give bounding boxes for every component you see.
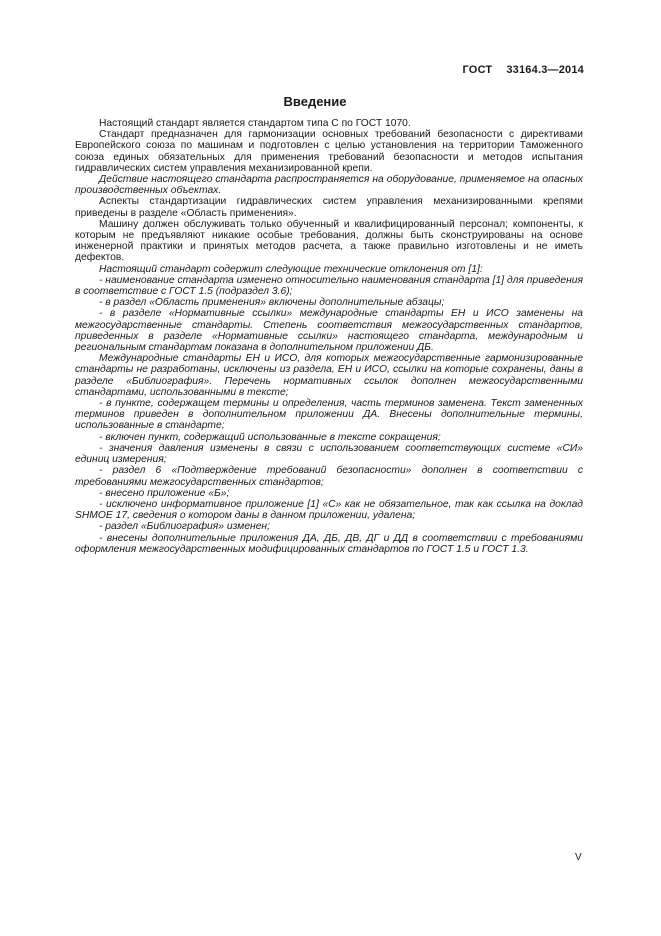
paragraph: Настоящий стандарт содержит следующие технические отклонения от [1]: — [99, 263, 483, 275]
page-number: V — [575, 852, 582, 863]
paragraph: Аспекты стандартизации гидравлических систем управления механизированными крепями приведены в разделе «Область применения». — [75, 196, 583, 219]
list-item: - внесены дополнительные приложения ДА, ДБ, ДВ, ДГ и ДД в соответствии с требованиями оформления межгосударственных модифицированных стандартов по ГОСТ 1.5 и ГОСТ 1.3. — [75, 532, 583, 555]
paragraph: Действие настоящего стандарта распространяется на оборудование, применяемое на опасных производственных объектах. — [75, 174, 583, 197]
page-header — [463, 64, 584, 76]
list-item: - раздел 6 «Подтверждение требований безопасности» дополнен в соответствии с требованиями межгосударственных стандартов; — [75, 465, 583, 488]
paragraph: Стандарт предназначен для гармонизации основных требований безопасности с директивами Европейского союза по машинам и подготовлен с целью установления на территории Таможенного союза единых обязательных для применения требований безопасности и методов испытания гидравлических систем управления механизированной крепи. — [75, 129, 583, 174]
doc-type: ГОСТ — [462, 64, 493, 76]
section-title: Введение — [283, 94, 347, 109]
list-item: - наименование стандарта изменено относительно наименования стандарта [1] для приведения в соответствие с ГОСТ 1.5 (подраздел 3.6); — [75, 274, 583, 298]
paragraph: Машину должен обслуживать только обученный и квалифицированный персонал; компоненты, к которым не предъявляют никакие особые требования, должны быть сконструированы на основе инженерной практики и принятых методов расчета, а также правильно изготовлены и не иметь дефектов. — [75, 218, 583, 264]
list-item: - в раздел «Область применения» включены дополнительные абзацы; — [99, 297, 445, 309]
list-item: - в пункте, содержащем термины и определения, часть терминов заменена. Текст замененных терминов приведен в дополнительном приложении ДА. Внесены дополнительные термины, использованные в стандарте; — [75, 398, 583, 432]
doc-number: 33164.3—2014 — [506, 64, 584, 76]
list-item: - включен пункт, содержащий использованные в тексте сокращения; — [99, 431, 441, 443]
list-item: - раздел «Библиография» изменен; — [99, 521, 270, 533]
document-body — [75, 118, 583, 555]
list-item: - исключено информативное приложение [1] «С» как не обязательное, так как ссылка на доклад SHMOE 17, сведения о котором даны в данном приложении, удалена; — [75, 498, 583, 522]
paragraph: Международные стандарты ЕН и ИСО, для которых межгосударственные гармонизированные стандарты не разработаны, исключены из раздела, ЕН и ИСО, ссылки на которые сохранены, даны в разделе «Библиография». Перечень нормативных ссылок дополнен межгосударственными стандартами, использованными в тексте; — [75, 353, 583, 398]
paragraph: Настоящий стандарт является стандартом типа С по ГОСТ 1070. — [99, 118, 411, 129]
list-item: - внесено приложение «Б»; — [99, 487, 230, 499]
list-item: - в разделе «Нормативные ссылки» международные стандарты ЕН и ИСО заменены на межгосударственные стандарты. Степень соответствия межгосударственных стандартов, приведенных в разделе «Нормативные ссылки» настоящего стандарта, международным и региональным стандартам показана в дополнительном приложении ДБ. — [75, 308, 583, 354]
list-item: - значения давления изменены в связи с использованием соответствующих системе «СИ» единиц измерения; — [75, 442, 583, 466]
